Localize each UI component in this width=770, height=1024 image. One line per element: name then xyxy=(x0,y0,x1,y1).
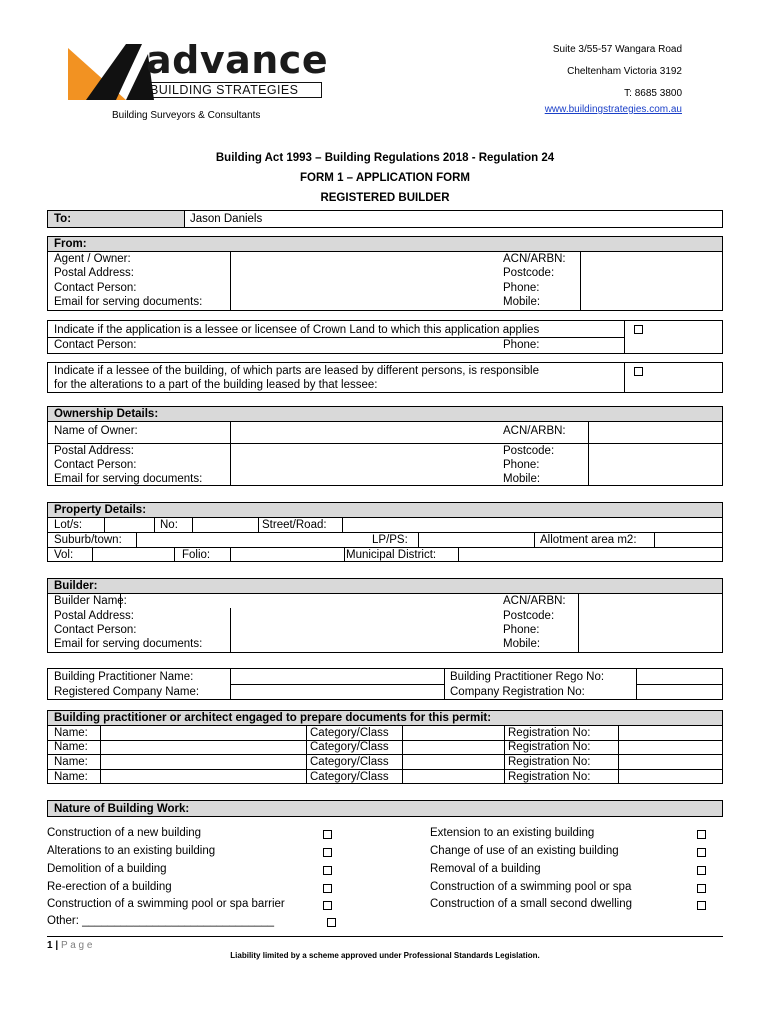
form-title-3: REGISTERED BUILDER xyxy=(320,192,450,204)
builder-acn-label: ACN/ARBN: xyxy=(503,595,566,607)
change-of-use-checkbox[interactable] xyxy=(697,848,706,857)
nature-right-item: Removal of a building xyxy=(430,863,541,875)
owner-contact-label: Contact Person: xyxy=(54,459,137,471)
crown-checkbox[interactable] xyxy=(634,325,643,334)
engaged-reg-label: Registration No: xyxy=(508,727,591,739)
from-heading: From: xyxy=(54,238,87,250)
tagline: Building Surveyors & Consultants xyxy=(112,110,261,121)
suburb-label: Suburb/town: xyxy=(54,534,122,546)
form-title-2: FORM 1 – APPLICATION FORM xyxy=(300,172,470,184)
liability-note: Liability limited by a scheme approved under Professional Standards Legislation. xyxy=(230,951,540,960)
second-dwelling-checkbox[interactable] xyxy=(697,901,706,910)
builder-postal-label: Postal Address: xyxy=(54,610,134,622)
engaged-name-label: Name: xyxy=(54,727,88,739)
engaged-name-label: Name: xyxy=(54,756,88,768)
engaged-section xyxy=(47,710,723,784)
ownership-section xyxy=(47,406,723,486)
pool-barrier-checkbox[interactable] xyxy=(323,901,332,910)
from-section xyxy=(47,236,723,311)
from-agent-field[interactable] xyxy=(231,252,501,266)
practitioner-company-label: Registered Company Name: xyxy=(54,686,200,698)
nature-left-item: Alterations to an existing building xyxy=(47,845,216,857)
engaged-name-label: Name: xyxy=(54,741,88,753)
lessee-line-2: for the alterations to a part of the building leased by that lessee: xyxy=(54,379,378,391)
owner-phone-label: Phone: xyxy=(503,459,540,471)
company-logo xyxy=(66,38,329,102)
to-value[interactable]: Jason Daniels xyxy=(190,213,263,225)
from-acn-label: ACN/ARBN: xyxy=(503,253,566,265)
engaged-cat-label: Category/Class xyxy=(310,727,389,739)
owner-postcode-label: Postcode: xyxy=(503,445,555,457)
phone-number: T: 8685 3800 xyxy=(624,88,682,99)
nature-left-item: Demolition of a building xyxy=(47,863,167,875)
nature-right-item: Construction of a small second dwelling xyxy=(430,898,632,910)
footer-rule xyxy=(47,936,723,937)
new-building-checkbox[interactable] xyxy=(323,830,332,839)
from-contact-label: Contact Person: xyxy=(54,282,137,294)
engaged-cat-label: Category/Class xyxy=(310,741,389,753)
owner-postal-label: Postal Address: xyxy=(54,445,134,457)
nature-heading-bar xyxy=(47,800,723,817)
nature-right-item: Change of use of an existing building xyxy=(430,845,619,857)
nature-left-item: Re-erection of a building xyxy=(47,881,172,893)
owner-acn-label: ACN/ARBN: xyxy=(503,425,566,437)
practitioner-name-label: Building Practitioner Name: xyxy=(54,671,194,683)
logo-word: advance xyxy=(146,38,329,82)
builder-name-label: Builder Name: xyxy=(54,595,127,607)
engaged-cat-label: Category/Class xyxy=(310,756,389,768)
crown-text: Indicate if the application is a lessee or licensee of Crown Land to which this application applies xyxy=(54,324,540,336)
from-agent-label: Agent / Owner: xyxy=(54,253,131,265)
lpps-label: LP/PS: xyxy=(372,534,408,546)
re-erection-checkbox[interactable] xyxy=(323,884,332,893)
nature-left-item: Construction of a new building xyxy=(47,827,202,839)
to-row xyxy=(47,210,723,228)
address-line-2: Cheltenham Victoria 3192 xyxy=(567,66,682,77)
street-label: Street/Road: xyxy=(262,519,327,531)
demolition-checkbox[interactable] xyxy=(323,866,332,875)
logo-sub: BUILDING STRATEGIES xyxy=(150,83,299,97)
vol-label: Vol: xyxy=(54,549,74,561)
builder-mobile-label: Mobile: xyxy=(503,638,541,650)
no-label: No: xyxy=(160,519,178,531)
owner-email-label: Email for serving documents: xyxy=(54,473,203,485)
nature-right-item: Construction of a swimming pool or spa xyxy=(430,881,632,893)
crown-contact-label: Contact Person: xyxy=(54,339,137,351)
from-postal-label: Postal Address: xyxy=(54,267,134,279)
builder-heading: Builder: xyxy=(54,580,98,592)
ownership-heading: Ownership Details: xyxy=(54,408,159,420)
from-email-label: Email for serving documents: xyxy=(54,296,203,308)
extension-checkbox[interactable] xyxy=(697,830,706,839)
address-line-1: Suite 3/55-57 Wangara Road xyxy=(552,44,682,55)
crown-phone-label: Phone: xyxy=(503,339,540,351)
company-reg-label: Company Registration No: xyxy=(450,686,585,698)
nature-left-item: Construction of a swimming pool or spa barrier xyxy=(47,898,285,910)
lessee-line-1: Indicate if a lessee of the building, of which parts are leased by different persons, is responsible xyxy=(54,365,539,377)
engaged-cat-label: Category/Class xyxy=(310,771,389,783)
builder-phone-label: Phone: xyxy=(503,624,540,636)
property-section xyxy=(47,502,723,562)
builder-section xyxy=(47,578,723,653)
nature-right-item: Extension to an existing building xyxy=(430,827,595,839)
to-label: To: xyxy=(54,213,72,225)
from-postcode-label: Postcode: xyxy=(503,267,555,279)
folio-label: Folio: xyxy=(182,549,211,561)
engaged-reg-label: Registration No: xyxy=(508,756,591,768)
property-heading: Property Details: xyxy=(54,504,147,516)
engaged-name-label: Name: xyxy=(54,771,88,783)
allotment-label: Allotment area m2: xyxy=(540,534,637,546)
lessee-checkbox[interactable] xyxy=(634,367,643,376)
form-title-1: Building Act 1993 – Building Regulations 2018 - Regulation 24 xyxy=(215,152,555,164)
page-indicator: 1 | P a g e xyxy=(47,940,93,951)
owner-name-label: Name of Owner: xyxy=(54,425,138,437)
page-word: P a g e xyxy=(60,940,93,951)
pool-checkbox[interactable] xyxy=(697,884,706,893)
removal-checkbox[interactable] xyxy=(697,866,706,875)
practitioner-rego-label: Building Practitioner Rego No: xyxy=(450,671,605,683)
from-phone-label: Phone: xyxy=(503,282,540,294)
builder-postcode-label: Postcode: xyxy=(503,610,555,622)
engaged-heading: Building practitioner or architect engaged to prepare documents for this permit: xyxy=(54,712,492,724)
lessee-section xyxy=(47,362,723,393)
alterations-checkbox[interactable] xyxy=(323,848,332,857)
page-number: 1 xyxy=(47,940,53,951)
lot-label: Lot/s: xyxy=(54,519,83,531)
nature-heading: Nature of Building Work: xyxy=(54,803,190,815)
builder-email-label: Email for serving documents: xyxy=(54,638,203,650)
other-checkbox[interactable] xyxy=(327,918,336,927)
website-link[interactable]: www.buildingstrategies.com.au xyxy=(544,104,682,115)
engaged-reg-label: Registration No: xyxy=(508,741,591,753)
owner-mobile-label: Mobile: xyxy=(503,473,541,485)
nature-left-item: Other: ______________________________ xyxy=(47,915,275,927)
from-mobile-label: Mobile: xyxy=(503,296,541,308)
crown-section xyxy=(47,320,723,354)
builder-contact-label: Contact Person: xyxy=(54,624,137,636)
municipal-label: Municipal District: xyxy=(346,549,437,561)
practitioner-section xyxy=(47,668,723,700)
engaged-reg-label: Registration No: xyxy=(508,771,591,783)
